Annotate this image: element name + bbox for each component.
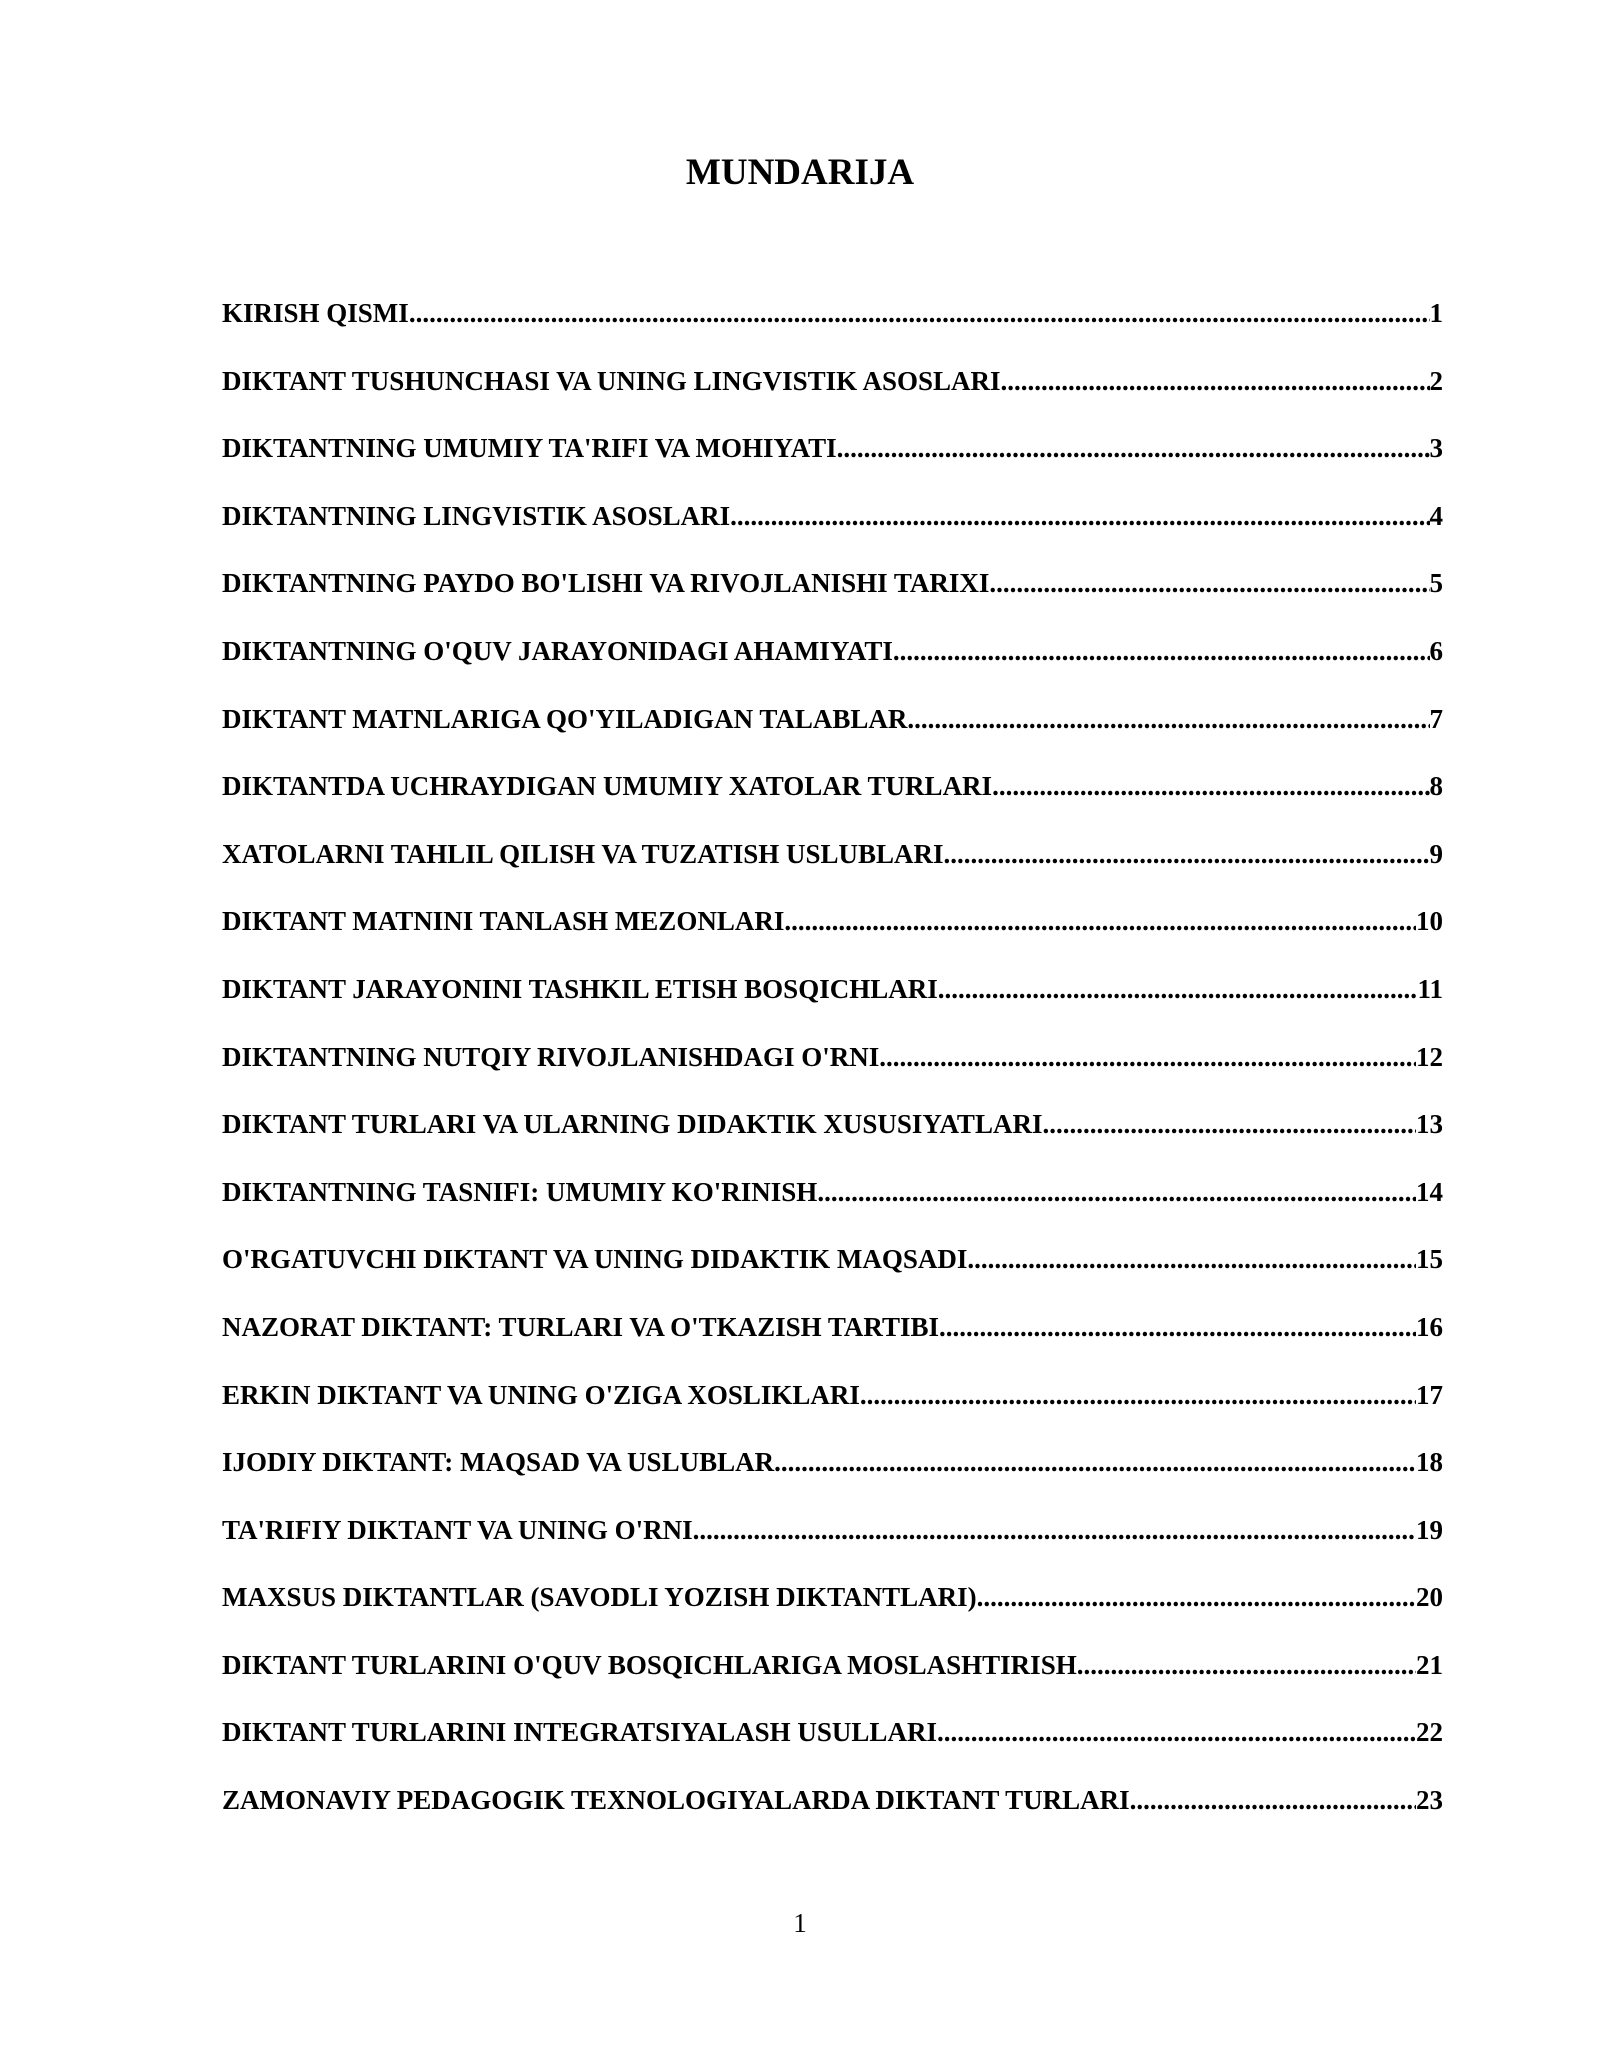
toc-entry-23[interactable] [222,1775,1443,1843]
toc-entry-15[interactable] [222,1234,1443,1302]
toc-entry-page-number: 17 [1416,1379,1443,1410]
toc-dot-leader [893,626,1430,676]
page-title: MUNDARIJA [685,152,915,193]
toc-entry-page-number: 3 [1429,433,1443,464]
toc-entry-3[interactable] [222,423,1443,491]
toc-entry-title: DIKTANT MATNINI TANLASH MEZONLARI [222,906,785,937]
toc-dot-leader [817,1167,1416,1217]
toc-entry-page-number: 12 [1416,1041,1443,1072]
toc-entry-page-number: 20 [1416,1582,1443,1613]
toc-dot-leader [937,1707,1416,1757]
toc-entry-10[interactable] [222,896,1443,964]
toc-dot-leader [409,288,1430,338]
toc-entry-18[interactable] [222,1437,1443,1505]
toc-dot-leader [1001,356,1430,406]
toc-entry-page-number: 21 [1416,1649,1443,1680]
toc-entry-page-number: 1 [1429,298,1443,328]
toc-dot-leader [939,1302,1416,1352]
toc-dot-leader [730,491,1429,541]
toc-dot-leader [967,1234,1416,1284]
toc-entry-9[interactable] [222,829,1443,897]
toc-entry-title: MAXSUS DIKTANTLAR (SAVODLI YOZISH DIKTANTLARI) [222,1582,977,1613]
toc-entry-title: DIKTANTNING TASNIFI: UMUMIY KO'RINISH [222,1176,818,1207]
toc-entry-page-number: 11 [1417,973,1443,1004]
toc-dot-leader [907,694,1429,744]
toc-entry-title: DIKTANT MATNLARIGA QO'YILADIGAN TALABLAR [222,703,908,734]
toc-entry-title: DIKTANTNING O'QUV JARAYONIDAGI AHAMIYATI [222,635,893,666]
toc-entry-11[interactable] [222,964,1443,1032]
toc-entry-title: IJODIY DIKTANT: MAQSAD VA USLUBLAR [222,1447,775,1478]
toc-entry-19[interactable] [222,1505,1443,1573]
toc-entry-21[interactable] [222,1640,1443,1708]
toc-entry-page-number: 2 [1429,365,1443,396]
toc-entry-title: XATOLARNI TAHLIL QILISH VA TUZATISH USLUBLARI [222,838,944,869]
toc-dot-leader [1077,1640,1416,1690]
toc-entry-title: DIKTANT TURLARINI INTEGRATSIYALASH USULLARI [222,1717,937,1748]
toc-entry-6[interactable] [222,626,1443,694]
toc-dot-leader [860,1370,1416,1420]
toc-entry-title: ERKIN DIKTANT VA UNING O'ZIGA XOSLIKLARI [222,1379,860,1410]
toc-entry-14[interactable] [222,1167,1443,1235]
toc-dot-leader [944,829,1430,879]
toc-dot-leader [1042,1099,1416,1149]
toc-entry-title: DIKTANTNING NUTQIY RIVOJLANISHDAGI O'RNI [222,1041,880,1072]
toc-entry-8[interactable] [222,761,1443,829]
toc-entry-12[interactable] [222,1032,1443,1100]
toc-dot-leader [784,896,1416,946]
toc-entry-13[interactable] [222,1099,1443,1167]
toc-dot-leader [989,558,1429,608]
toc-entry-page-number: 22 [1416,1717,1443,1748]
toc-entry-title: DIKTANT JARAYONINI TASHKIL ETISH BOSQICHLARI [222,973,938,1004]
toc-entry-title: KIRISH QISMI [222,298,409,328]
toc-entry-title: DIKTANTNING PAYDO BO'LISHI VA RIVOJLANISHI TARIXI [222,568,990,599]
toc-entry-2[interactable] [222,356,1443,424]
toc-entry-20[interactable] [222,1572,1443,1640]
toc-entry-page-number: 13 [1416,1109,1443,1140]
toc-entry-4[interactable] [222,491,1443,559]
toc-entry-16[interactable] [222,1302,1443,1370]
toc-dot-leader [837,423,1430,473]
toc-dot-leader [693,1505,1416,1555]
toc-dot-leader [977,1572,1416,1622]
toc-entry-page-number: 19 [1416,1514,1443,1545]
toc-dot-leader [774,1437,1416,1487]
toc-entry-page-number: 15 [1416,1244,1443,1275]
toc-dot-leader [938,964,1418,1014]
toc-entry-title: DIKTANT TURLARI VA ULARNING DIDAKTIK XUSUSIYATLARI [222,1109,1043,1140]
toc-entry-page-number: 16 [1416,1311,1443,1342]
toc-entry-title: DIKTANTNING LINGVISTIK ASOSLARI [222,500,731,531]
toc-entry-page-number: 10 [1416,906,1443,937]
toc-entry-title: O'RGATUVCHI DIKTANT VA UNING DIDAKTIK MAQSADI [222,1244,968,1275]
toc-dot-leader [879,1032,1416,1082]
table-of-contents [222,288,1443,1843]
toc-entry-title: DIKTANT TUSHUNCHASI VA UNING LINGVISTIK ASOSLARI [222,365,1001,396]
toc-entry-page-number: 5 [1429,568,1443,599]
page-number: 1 [793,1908,807,1938]
toc-dot-leader [1130,1775,1416,1825]
toc-entry-page-number: 9 [1429,838,1443,869]
toc-entry-title: NAZORAT DIKTANT: TURLARI VA O'TKAZISH TARTIBI [222,1311,939,1342]
toc-entry-title: DIKTANT TURLARINI O'QUV BOSQICHLARIGA MOSLASHTIRISH [222,1649,1077,1680]
toc-entry-22[interactable] [222,1707,1443,1775]
toc-entry-page-number: 7 [1429,703,1443,734]
toc-entry-page-number: 8 [1429,771,1443,802]
toc-entry-page-number: 6 [1429,635,1443,666]
toc-entry-page-number: 18 [1416,1447,1443,1478]
toc-entry-title: DIKTANTNING UMUMIY TA'RIFI VA MOHIYATI [222,433,837,464]
toc-entry-17[interactable] [222,1370,1443,1438]
toc-entry-page-number: 4 [1429,500,1443,531]
toc-entry-5[interactable] [222,558,1443,626]
toc-entry-page-number: 14 [1416,1176,1443,1207]
toc-entry-title: DIKTANTDA UCHRAYDIGAN UMUMIY XATOLAR TURLARI [222,771,993,802]
toc-entry-title: ZAMONAVIY PEDAGOGIK TEXNOLOGIYALARDA DIKTANT TURLARI [222,1785,1130,1816]
toc-dot-leader [992,761,1429,811]
toc-entry-page-number: 23 [1416,1785,1443,1816]
toc-entry-1[interactable] [222,288,1443,356]
toc-entry-title: TA'RIFIY DIKTANT VA UNING O'RNI [222,1514,693,1545]
toc-entry-7[interactable] [222,694,1443,762]
